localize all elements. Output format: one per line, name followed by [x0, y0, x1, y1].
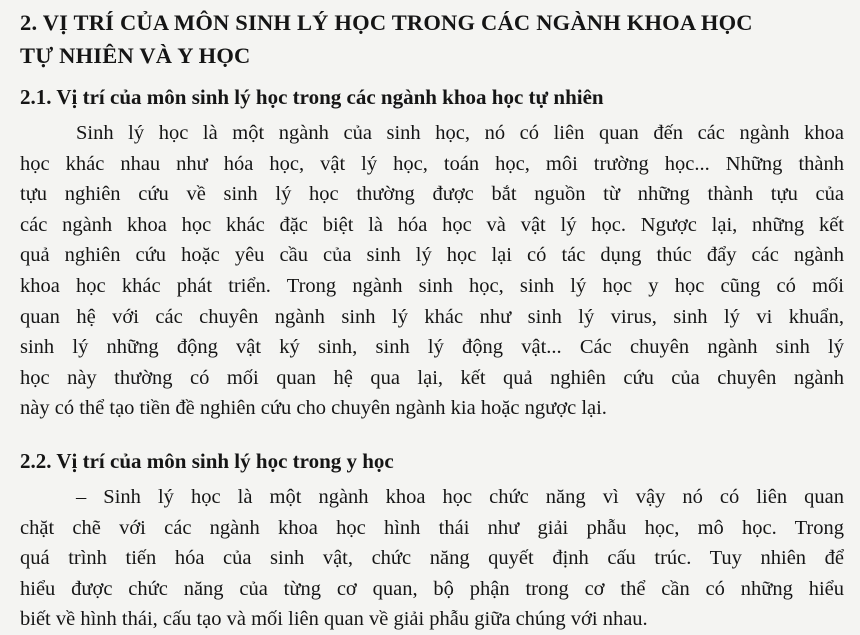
paragraph-line: quả nghiên cứu hoặc yêu cầu của sinh lý học lại có tác dụng thúc đẩy các ngành	[20, 244, 844, 267]
paragraph-line: chặt chẽ với các ngành khoa học hình thái như giải phẫu học, mô học. Trong	[20, 516, 844, 539]
paragraph-line: sinh lý những động vật ký sinh, sinh lý động vật... Các chuyên ngành sinh lý	[20, 336, 844, 359]
paragraph-line: quan hệ với các chuyên ngành sinh lý khác như sinh lý virus, sinh lý vi khuẩn,	[20, 305, 844, 328]
paragraph-line: hiểu được chức năng của từng cơ quan, bộ phận trong cơ thể cần có những hiểu	[20, 577, 844, 600]
paragraph-line: khoa học khác phát triển. Trong ngành sinh học, sinh lý học y học cũng có mối	[20, 274, 844, 297]
subsection-1-paragraph	[20, 118, 844, 424]
paragraph-line: Sinh lý học là một ngành của sinh học, nó có liên quan đến các ngành khoa	[76, 122, 844, 144]
section-title-line: 2. VỊ TRÍ CỦA MÔN SINH LÝ HỌC TRONG CÁC NGÀNH KHOA HỌC	[20, 10, 753, 35]
paragraph-line: học này thường có mối quan hệ qua lại, kết quả nghiên cứu của chuyên ngành	[20, 366, 844, 389]
subsection-1-heading: 2.1. Vị trí của môn sinh lý học trong các ngành khoa học tự nhiên	[20, 85, 604, 109]
paragraph-line: biết về hình thái, cấu tạo và mối liên quan về giải phẫu giữa chúng với nhau.	[20, 608, 648, 631]
subsection-2-paragraph	[20, 482, 844, 635]
paragraph-line: học khác nhau như hóa học, vật lý học, toán học, môi trường học... Những thành	[20, 152, 844, 175]
paragraph-line: quá trình tiến hóa của sinh vật, chức năng quyết định cấu trúc. Tuy nhiên để	[20, 547, 844, 570]
paragraph-line: này có thể tạo tiền đề nghiên cứu cho chuyên ngành kia hoặc ngược lại.	[20, 397, 607, 420]
paragraph-line: tựu nghiên cứu về sinh lý học thường được bắt nguồn từ những thành tựu của	[20, 183, 844, 206]
subsection-2-heading: 2.2. Vị trí của môn sinh lý học trong y học	[20, 448, 394, 473]
paragraph-line: – Sinh lý học là một ngành khoa học chức năng vì vậy nó có liên quan	[76, 485, 844, 508]
paragraph-line: các ngành khoa học khác đặc biệt là hóa học và vật lý học. Ngược lại, những kết	[20, 213, 844, 236]
section-title	[20, 6, 844, 72]
section-title-line: TỰ NHIÊN VÀ Y HỌC	[20, 43, 251, 68]
